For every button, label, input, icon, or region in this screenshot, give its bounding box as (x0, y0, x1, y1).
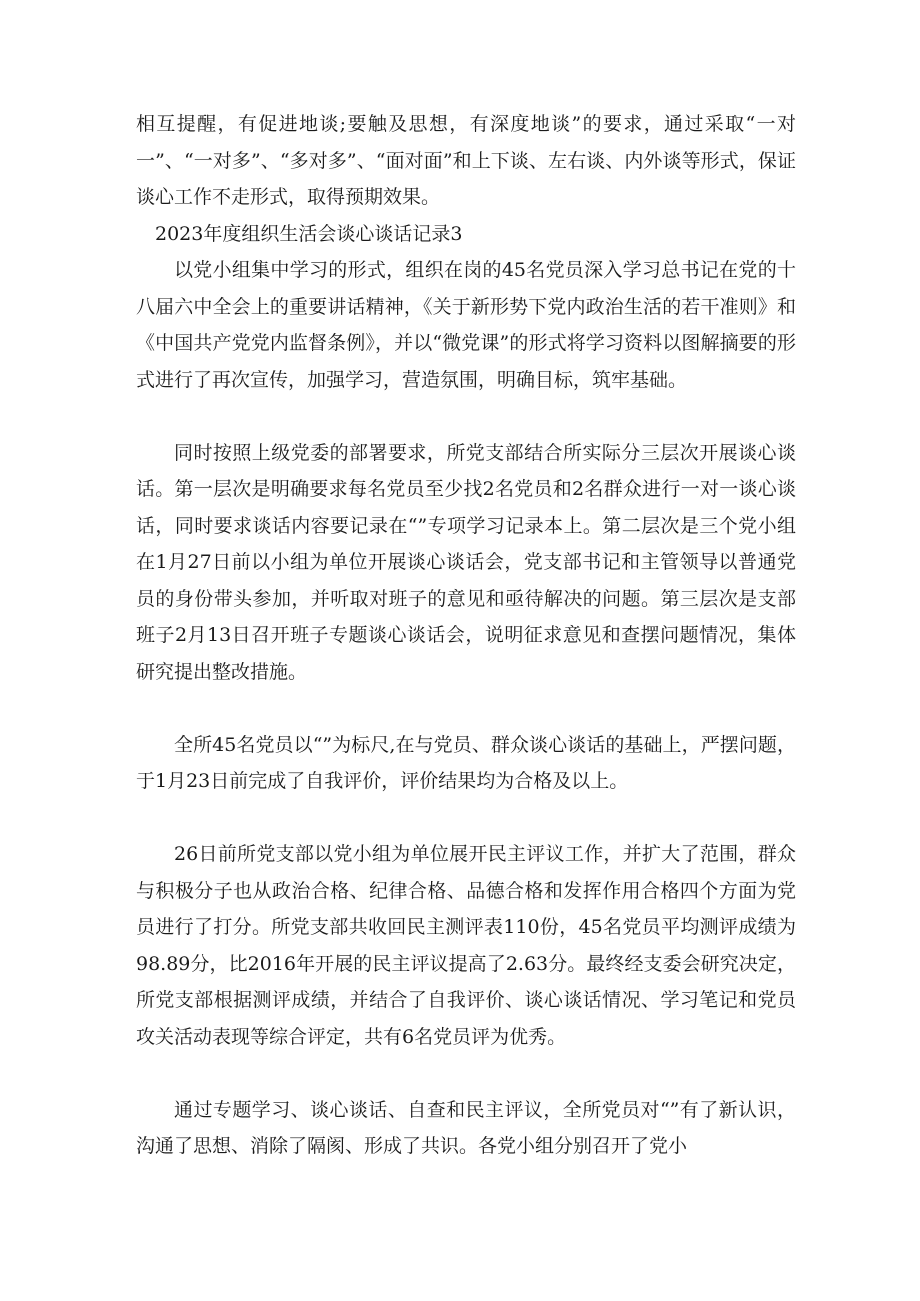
document-body (136, 106, 796, 1165)
paragraph-gap (136, 800, 796, 837)
paragraph-conclusion: 通过专题学习、谈心谈话、自查和民主评议，全所党员对“”有了新认识，沟通了思想、消除了隔阂、形成了共识。各党小组分别召开了党小 (136, 1098, 796, 1157)
paragraph-gap (136, 398, 796, 435)
paragraph-democratic-review: 26日前所党支部以党小组为单位展开民主评议工作，并扩大了范围，群众与积极分子也从政治合格、纪律合格、品德合格和发挥作用合格四个方面为党员进行了打分。所党支部共收回民主测评表110份，45名党员平均测评成绩为98.89分，比2016年开展的民主评议提高了2.63分。最终经支委会研究决定，所党支部根据测评成绩，并结合了自我评价、谈心谈话情况、学习笔记和党员攻关活动表现等综合评定，共有6名党员评为优秀。 (136, 843, 796, 1048)
paragraph-self-evaluation: 全所45名党员以“”为标尺,在与党员、群众谈心谈话的基础上，严摆问题，于1月23日前完成了自我评价，评价结果均为合格及以上。 (136, 733, 796, 792)
paragraph-gap (136, 690, 796, 727)
paragraph-gap (136, 1055, 796, 1092)
paragraph-talks: 同时按照上级党委的部署要求，所党支部结合所实际分三层次开展谈心谈话。第一层次是明确要求每名党员至少找2名党员和2名群众进行一对一谈心谈话，同时要求谈话内容要记录在“”专项学习记录本上。第二层次是三个党小组在1月27日前以小组为单位开展谈心谈话会，党支部书记和主管领导以普通党员的身份带头参加，并听取对班子的意见和亟待解决的问题。第三层次是支部班子2月13日召开班子专题谈心谈话会，说明征求意见和查摆问题情况，集体研究提出整改措施。 (136, 441, 796, 683)
section-title: 2023年度组织生活会谈心谈话记录3 (155, 222, 463, 245)
paragraph-study: 以党小组集中学习的形式，组织在岗的45名党员深入学习总书记在党的十八届六中全会上的重要讲话精神，《关于新形势下党内政治生活的若干准则》和《中国共产党党内监督条例》，并以“微党课”的形式将学习资料以图解摘要的形式进行了再次宣传，加强学习，营造氛围，明确目标，筑牢基础。 (136, 259, 796, 391)
continued-paragraph: 相互提醒，有促进地谈;要触及思想，有深度地谈”的要求，通过采取“一对一”、“一对多”、“多对多”、“面对面”和上下谈、左右谈、内外谈等形式，保证谈心工作不走形式，取得预期效果。 (136, 113, 796, 208)
